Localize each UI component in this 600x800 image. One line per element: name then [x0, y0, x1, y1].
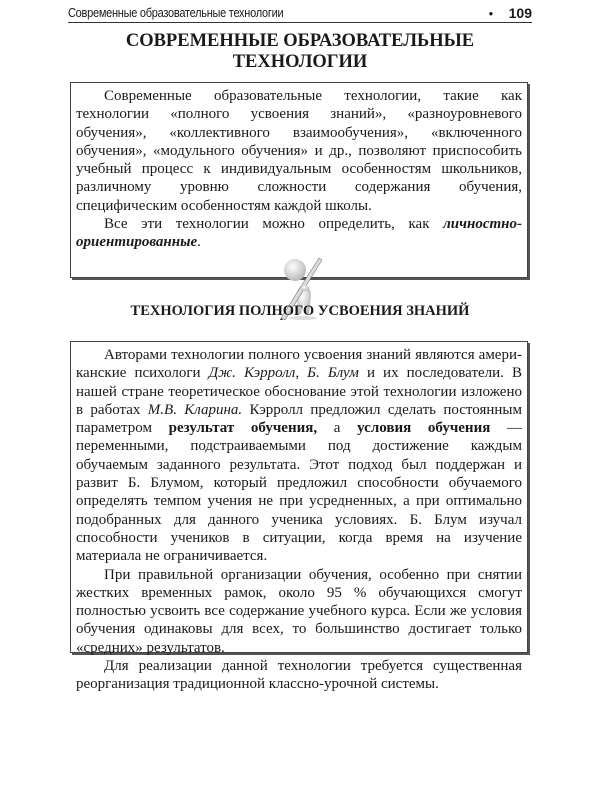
section-title-line2: ТЕХНОЛОГИИ [232, 52, 368, 72]
p1-text-d: а [317, 420, 358, 437]
subsection-title: ТЕХНОЛОГИЯ ПОЛНОГО УСВОЕНИЯ ЗНАНИЙ [130, 303, 470, 319]
term-learning-conditions: условия обучения [357, 420, 491, 437]
intro-p2-text: Все эти технологии можно определить, как [104, 216, 444, 233]
intro-p2-end: . [197, 234, 201, 251]
intro-paragraph: Современные образовательные технологии, такие как технологии «полного усвоения знаний», «разноуровневого обучения», «коллективного взаимообучения», «включенного обучения», «модульного обучения» и др., позволяют приспособить учебный процесс к индивидуальным особенностям школьников, различному уровню сложности содержания обучения, специфическим особенностям каждой школы. [76, 88, 522, 214]
intro-paragraph-2 [76, 215, 522, 252]
header-rule [68, 22, 532, 23]
bullet-icon: • [488, 7, 494, 21]
term-learning-result: результат обучения, [168, 420, 318, 437]
section-title-line1: СОВРЕМЕННЫЕ ОБРАЗОВАТЕЛЬНЫЕ [125, 31, 475, 51]
emphasis-term: личностно-ориентированные [76, 216, 522, 251]
mastery-paragraph-2: При правильной организации обучения, особенно при снятии жестких временных рамок, около 95 % обучающихся смогут полностью усвоить все содержание учебного курса. Если же условия обучения одинаковы для всех, то большинство достигает только «средних» результатов. [76, 566, 522, 656]
authors-names: Дж. Кэрролл, Б. Блум [208, 365, 359, 382]
running-head [68, 4, 532, 22]
klarin-name: М.В. Кларина. [147, 401, 243, 418]
intro-box [70, 82, 528, 278]
p1-text-e: — переменными, подстраиваемыми под достижение каждым обучаемым заданного результата. Этот подход был поддержан и развит Б. Блумом, который предложил способности обучаемого определять темпом учения не при усредненных, а при оптимально подобранных для данного ученика условиях. Б. Блум изучал способности учеников в ситуации, когда время на изучение материала не ограничивается. [76, 420, 523, 565]
p1-text-b: и их последователи. В нашей стране теоретическое обоснование этой технологии изложено в работах [76, 365, 522, 418]
mastery-learning-box [70, 341, 528, 693]
section-title [68, 31, 532, 73]
page-number: 109 [508, 5, 532, 21]
running-head-title: Современные образовательные технологии [68, 6, 284, 20]
mastery-paragraph-3: Для реализации данной технологии требуется существенная реорганизация традиционной классно-урочной системы. [76, 658, 522, 693]
p1-text-c: Кэрролл предложил сделать постоянным параметром [76, 401, 522, 437]
p1-text-a: Авторами технологии полного усвоения знаний являются американские психологи [76, 347, 522, 382]
mastery-paragraph-1 [76, 346, 522, 566]
page-number-group [489, 5, 532, 21]
